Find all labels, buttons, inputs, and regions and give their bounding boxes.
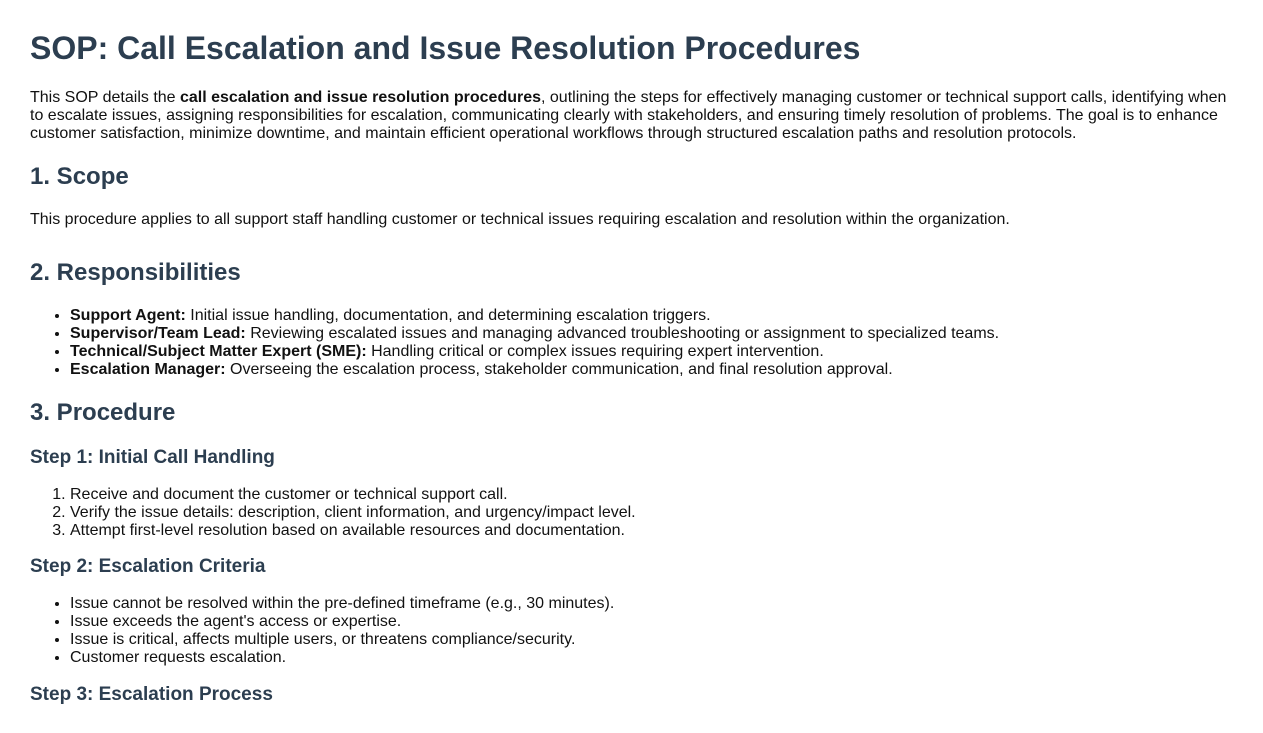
page-title: SOP: Call Escalation and Issue Resolution Procedures [30,30,861,66]
list-item [70,343,1233,361]
role-description: Reviewing escalated issues and managing advanced troubleshooting or assignment to specialized teams. [245,325,1000,342]
intro-text-after: , outlining the steps for effectively managing customer or technical support calls, identifying when to escalate issues, assigning responsibilities for escalation, communicating clearly with stakeholders, and ensuring timely resolution of problems. The goal is to enhance customer satisfaction, minimize downtime, and maintain efficient operational workflows through structured escalation paths and resolution protocols. [30,89,1227,142]
role-description: Overseeing the escalation process, stakeholder communication, and final resolution approval. [225,361,893,378]
list-item [70,307,1233,325]
sop-document [0,29,1263,706]
role-description: Initial issue handling, documentation, and determining escalation triggers. [185,307,711,324]
list-item: • Issue is critical, affects multiple users, or threatens compliance/security. [70,631,1233,649]
list-item: • Customer requests escalation. [70,649,1233,667]
role-label: Support Agent: [70,307,186,324]
list-item: • Issue cannot be resolved within the pre-defined timeframe (e.g., 30 minutes). [70,595,1233,613]
scope-heading: 1. Scope [30,163,129,190]
procedure-heading: 3. Procedure [30,399,176,426]
list-item: 3. Attempt first-level resolution based on available resources and documentation. [70,522,1233,540]
intro-text-before: This SOP details the [30,89,180,106]
responsibilities-heading: 2. Responsibilities [30,259,241,286]
role-label: Technical/Subject Matter Expert (SME): [70,343,367,360]
list-item: 1. Receive and document the customer or technical support call. [70,486,1233,504]
step2-heading: Step 2: Escalation Criteria [30,556,266,577]
intro-bold-text: call escalation and issue resolution procedures [180,89,542,106]
list-item: 2. Verify the issue details: description, client information, and urgency/impact level. [70,504,1233,522]
list-item: • Issue exceeds the agent's access or expertise. [70,613,1233,631]
role-description: Handling critical or complex issues requiring expert intervention. [366,343,824,360]
step3-heading: Step 3: Escalation Process [30,684,273,705]
intro-paragraph [30,89,1233,143]
scope-text: This procedure applies to all support staff handling customer or technical issues requiring escalation and resolution within the organization. [30,211,1010,228]
step2-list [30,595,1233,667]
list-item [70,325,1233,343]
role-label: Escalation Manager: [70,361,226,378]
responsibilities-list [30,307,1233,379]
step1-list [30,486,1233,540]
list-item [70,361,1233,379]
role-label: Supervisor/Team Lead: [70,325,246,342]
step1-heading: Step 1: Initial Call Handling [30,447,275,468]
